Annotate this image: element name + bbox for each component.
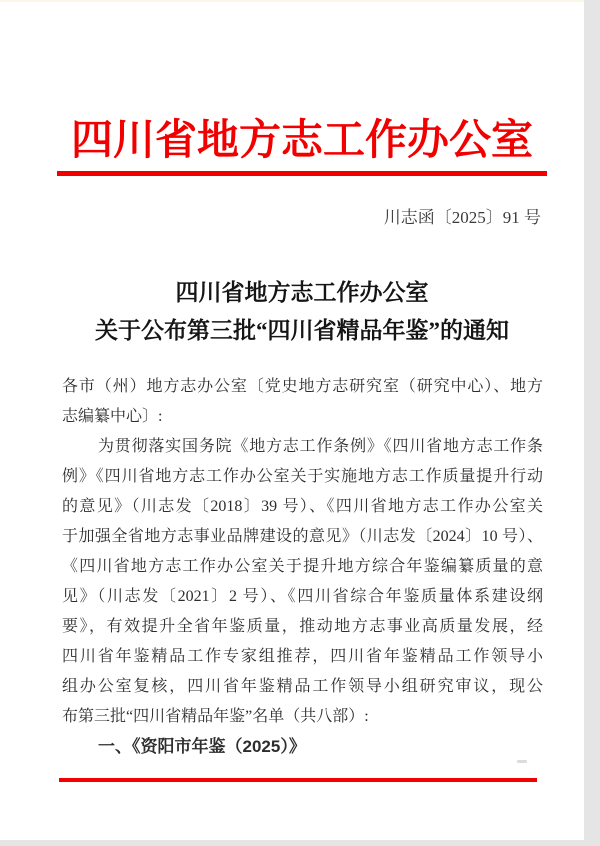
body-line: 志编纂中心〕: — [62, 408, 163, 425]
document-body — [62, 372, 543, 762]
scan-artifact-mark — [517, 760, 527, 763]
document-number: 川志函〔2025〕91 号 — [383, 208, 541, 227]
body-line: 布第三批“四川省精品年鉴”名单（共八部）: — [62, 708, 369, 725]
yearbook-list-item-1: 一、《资阳市年鉴（2025）》 — [98, 737, 306, 756]
document-title-line2: 关于公布第三批“四川省精品年鉴”的通知 — [95, 318, 509, 343]
body-line: 例》《四川省地方志工作办公室关于实施地方志工作质量提升行动 — [62, 468, 543, 485]
body-line: 四川省年鉴精品工作专家组推荐，四川省年鉴精品工作领导小 — [62, 648, 543, 665]
letterhead-red-divider — [57, 171, 547, 176]
bottom-red-divider — [59, 778, 537, 782]
body-line: 各市（州）地方志办公室〔党史地方志研究室（研究中心）、地方 — [62, 378, 543, 395]
page-top-edge — [0, 0, 600, 2]
document-title — [42, 274, 562, 350]
body-line: 组办公室复核，四川省年鉴精品工作领导小组研究审议，现公 — [62, 678, 543, 695]
body-line: 于加强全省地方志事业品牌建设的意见》（川志发〔2024〕10 号）、 — [62, 528, 543, 545]
body-line: 《四川省地方志工作办公室关于提升地方综合年鉴编纂质量的意 — [62, 558, 543, 575]
document-title-line1: 四川省地方志工作办公室 — [175, 280, 429, 305]
viewer-bottom-gutter — [0, 840, 600, 846]
body-line: 为贯彻落实国务院《地方志工作条例》《四川省地方志工作条 — [98, 438, 543, 455]
body-line: 见》（川志发〔2021〕2 号）、《四川省综合年鉴质量体系建设纲 — [62, 588, 543, 605]
viewer-right-gutter — [584, 0, 600, 846]
body-line: 的意见》（川志发〔2018〕39 号）、《四川省地方志工作办公室关 — [62, 498, 543, 515]
body-line: 要》，有效提升全省年鉴质量，推动地方志事业高质量发展，经 — [62, 618, 543, 635]
letterhead-org-name: 四川省地方志工作办公室 — [70, 118, 533, 164]
